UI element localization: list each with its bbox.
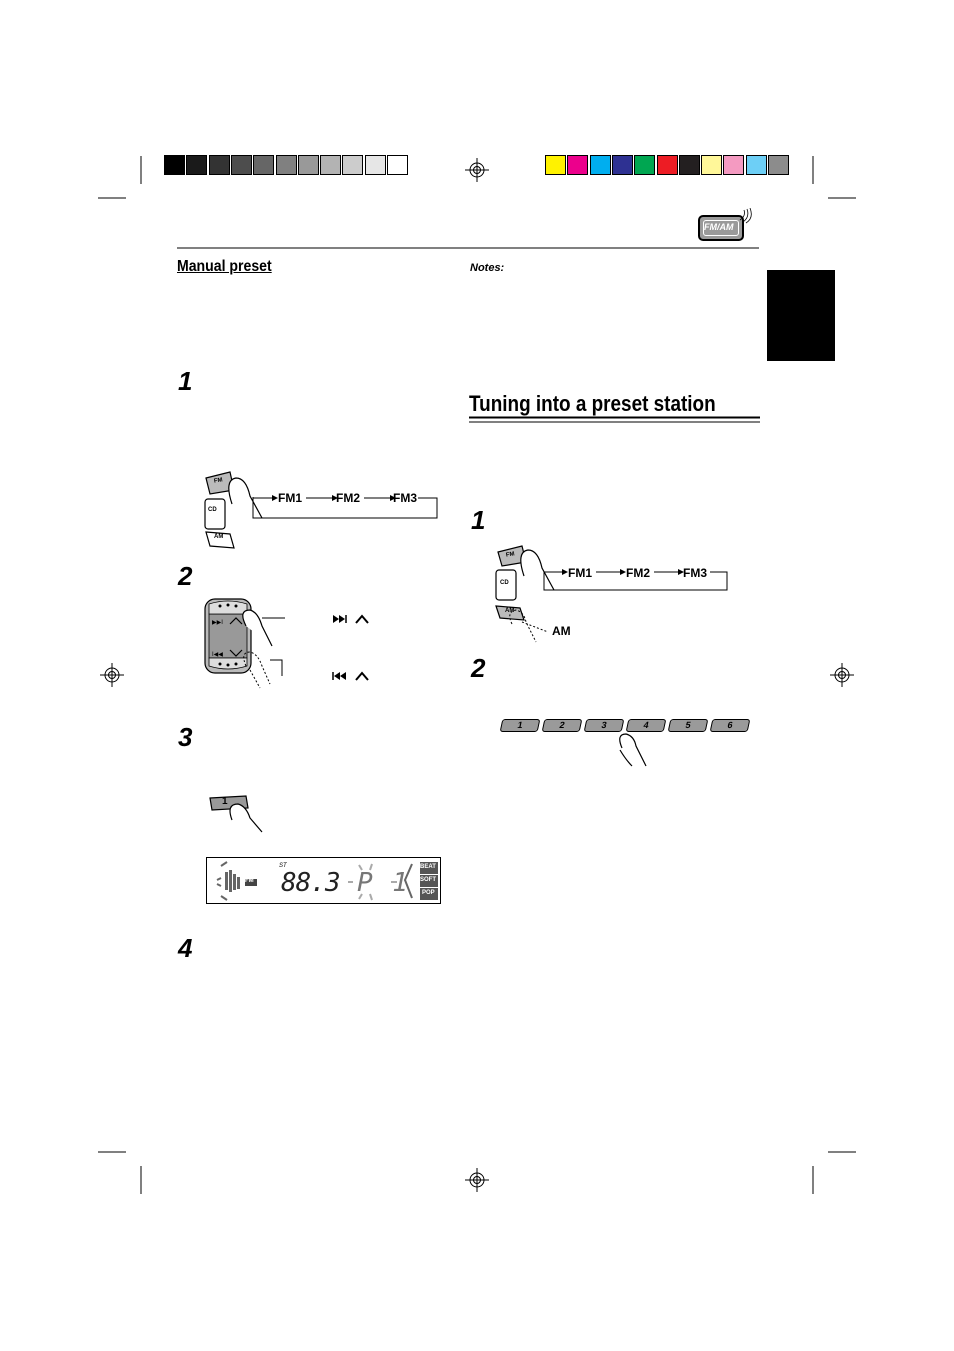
preset-button-4[interactable]: 4 — [626, 719, 667, 732]
color-swatch — [545, 155, 566, 175]
tuning-buttons-illustration — [200, 596, 390, 690]
lcd-st-indicator: ST — [279, 863, 287, 869]
notes-label: Notes: — [470, 262, 505, 274]
right-seq-fm2: FM2 — [626, 566, 650, 580]
color-swatch — [590, 155, 611, 175]
gray-swatch — [320, 155, 341, 175]
left-band-am-label: AM — [214, 534, 224, 540]
preset-button-1[interactable]: 1 — [500, 719, 541, 732]
seek-forward-symbol — [333, 615, 368, 623]
left-step-4: 4 — [178, 933, 193, 963]
registration-target-right — [830, 663, 854, 687]
tuning-preset-title: Tuning into a preset station — [469, 391, 716, 416]
preset-press-finger — [612, 730, 652, 770]
lcd-mode-pop: POP — [422, 890, 435, 896]
preset-1-press-illustration — [204, 792, 274, 838]
gray-swatch — [276, 155, 297, 175]
right-seq-fm1: FM1 — [568, 566, 592, 580]
left-step-3: 3 — [178, 722, 193, 752]
cd-button[interactable] — [205, 499, 225, 529]
left-band-buttons-illustration — [196, 466, 446, 556]
left-seq-fm1: FM1 — [278, 491, 302, 505]
manual-preset-title: Manual preset — [177, 258, 272, 275]
lcd-band: FM — [245, 878, 254, 884]
color-swatch — [768, 155, 789, 175]
radio-wave-icon — [738, 208, 758, 224]
gray-swatch — [387, 155, 408, 175]
gray-swatch — [253, 155, 274, 175]
title-double-rule — [469, 416, 760, 424]
gray-swatch — [164, 155, 185, 175]
lcd-preset: P 1 — [357, 868, 410, 898]
color-swatch — [679, 155, 700, 175]
lcd-display — [206, 857, 441, 904]
svg-text:I◀◀: I◀◀ — [212, 652, 223, 658]
color-swatch — [612, 155, 633, 175]
gray-swatch — [298, 155, 319, 175]
right-band-cd-label: CD — [500, 580, 509, 586]
preset-button-6[interactable]: 6 — [710, 719, 751, 732]
left-seq-fm3: FM3 — [393, 491, 417, 505]
spectrum-icon — [225, 870, 240, 892]
right-seq-fm3: FM3 — [683, 566, 707, 580]
gray-swatch — [186, 155, 207, 175]
preset-key-label: 1 — [222, 796, 228, 807]
registration-target-bottom — [465, 1168, 489, 1192]
lcd-mode-soft: SOFT — [420, 877, 436, 883]
right-am-label: AM — [552, 624, 571, 638]
left-step-1: 1 — [178, 366, 193, 396]
left-step-2: 2 — [178, 561, 193, 591]
preset-button-2[interactable]: 2 — [542, 719, 583, 732]
color-swatch — [701, 155, 722, 175]
gray-swatch — [231, 155, 252, 175]
fm-am-icon-label: FM/AM — [704, 222, 734, 232]
left-band-fm-label: FM — [213, 477, 224, 485]
registration-target-left — [100, 663, 124, 687]
left-seq-fm2: FM2 — [336, 491, 360, 505]
color-swatch — [567, 155, 588, 175]
finger-icon — [620, 734, 646, 766]
registration-target-top — [465, 158, 489, 182]
right-band-buttons-illustration — [490, 540, 740, 650]
svg-text:▶▶I: ▶▶I — [212, 620, 223, 626]
right-step-2: 2 — [471, 653, 486, 683]
lcd-frequency: 88.3 — [281, 868, 340, 898]
gray-swatch — [365, 155, 386, 175]
seek-backward-symbol — [333, 672, 368, 680]
right-band-am-label: AM — [505, 608, 515, 614]
color-swatch — [746, 155, 767, 175]
color-swatch — [657, 155, 678, 175]
gray-swatch — [209, 155, 230, 175]
color-swatch — [723, 155, 744, 175]
right-band-fm-label: FM — [505, 551, 516, 559]
gray-swatch — [342, 155, 363, 175]
language-tab — [767, 270, 835, 361]
lcd-mode-beat: BEAT — [420, 864, 436, 870]
finger-icon — [521, 550, 554, 590]
preset-button-5[interactable]: 5 — [668, 719, 709, 732]
right-step-1: 1 — [471, 505, 486, 535]
left-band-cd-label: CD — [208, 507, 217, 513]
color-swatch — [634, 155, 655, 175]
preset-button-3[interactable]: 3 — [584, 719, 625, 732]
